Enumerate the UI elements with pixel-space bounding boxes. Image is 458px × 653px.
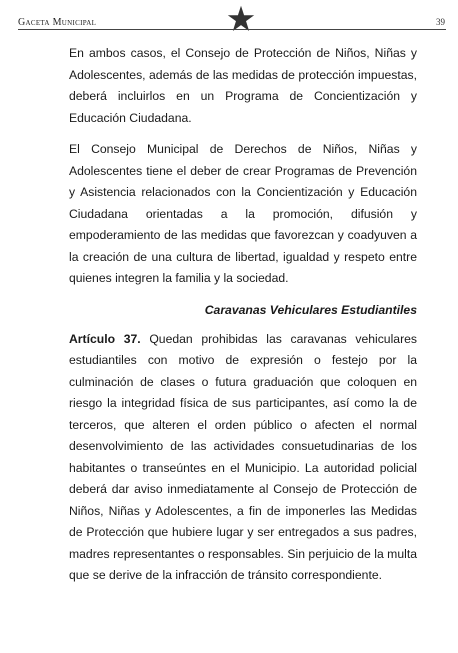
header-divider [18,29,446,30]
article-paragraph [69,329,417,587]
paragraph: El Consejo Municipal de Derechos de Niños, Niñas y Adolescentes tiene el deber de crear Programas de Prevención y Asistencia relacionados con la Concientización y Educación Ciudadana orientadas a la promoción, difusión y empoderamiento de las medidas que favorezcan y coadyuven a la creación de una cultura de libertad, igualdad y respeto entre quienes integren la familia y la sociedad. [69,142,417,285]
article-label: Artículo 37. [69,331,141,346]
article-text: Quedan prohibidas las caravanas vehiculares estudiantiles con motivo de expresión o festejo por la culminación de clases o futura graduación que coloquen en riesgo la integridad física de sus participantes, así como la de terceros, que alteren el orden público o afecten el normal desenvolvimiento de las actividades consuetudinarias de los habitantes o transeúntes en el Municipio. La autoridad policial deberá dar aviso inmediatamente al Consejo de Protección de Niños, Niñas y Adolescentes, a fin de imponerles las Medidas de Protección que hubiere lugar y ser entregados a sus padres, madres representantes o responsables. Sin perjuicio de la multa que se derive de la infracción de tránsito correspondiente. [69,331,418,582]
document-body [69,43,417,597]
paragraph: En ambos casos, el Consejo de Protección de Niños, Niñas y Adolescentes, además de las medidas de protección impuestas, deberá incluirlos en un Programa de Concientización y Educación Ciudadana. [69,46,417,125]
gazette-name: Gaceta Municipal [18,17,97,28]
star-icon [227,5,255,32]
page-header [0,0,458,34]
section-title: Caravanas Vehiculares Estudiantiles [204,302,417,317]
page-number: 39 [436,17,445,27]
